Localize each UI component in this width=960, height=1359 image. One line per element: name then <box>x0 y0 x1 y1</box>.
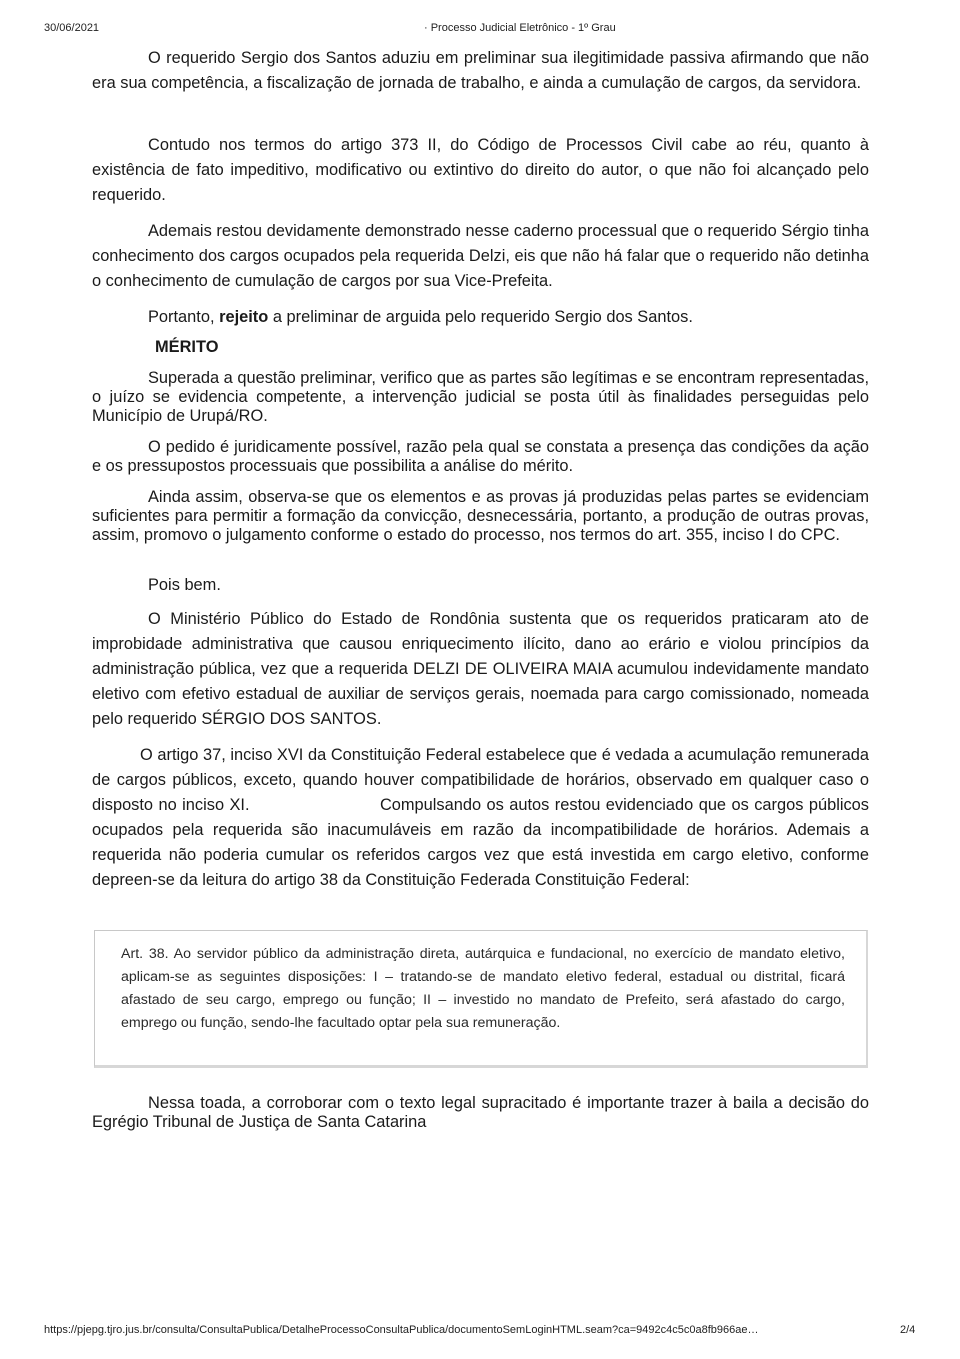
paragraph-onus-prova: Contudo nos termos do artigo 373 II, do Código de Processos Civil cabe ao réu, quanto à existência de fato impeditivo, modificativo ou extintivo do direito do autor, o que não foi alcançado pelo requerido. <box>92 136 869 204</box>
rejeito-bold: rejeito <box>219 308 269 326</box>
document-title: · Processo Judicial Eletrônico - 1º Grau <box>424 22 616 34</box>
paragraph-nessa-toada: Nessa toada, a corroborar com o texto legal supracitado é importante trazer à baila a decisão do Egrégio Tribunal de Justiça de Santa Catarina <box>92 1094 869 1131</box>
paragraph-preliminar: O requerido Sergio dos Santos aduziu em preliminar sua ilegitimidade passiva afirmando que não era sua competência, a fiscalização de jornada de trabalho, e ainda a cumulação de cargos, da servidora. <box>92 49 869 92</box>
paragraph-rejeito: Portanto, rejeito a preliminar de arguida pelo requerido Sergio dos Santos. <box>148 308 693 326</box>
legal-quote-box <box>94 930 868 1068</box>
paragraph-pois-bem: Pois bem. <box>148 576 221 594</box>
section-heading-merito: MÉRITO <box>155 338 219 356</box>
paragraph-pedido-possivel: O pedido é juridicamente possível, razão pela qual se constata a presença das condições da ação e os pressupostos processuais que possibilita a análise do mérito. <box>92 438 869 475</box>
print-footer <box>0 1324 960 1340</box>
page-number: 2/4 <box>900 1324 916 1336</box>
document-url-link[interactable]: https://pjepg.tjro.jus.br/consulta/ConsultaPublica/DetalheProcessoConsultaPublica/documentoSemLoginHTML.seam?ca=9492c4c5c0a8fb966ae… <box>44 1324 759 1336</box>
paragraph-artigo-37: O artigo 37, inciso XVI da Constituição Federal estabelece que é vedada a acumulação remunerada de cargos públicos, exceto, quando houver compatibilidade de horários, observado em qualquer caso o disposto no inciso XI. Compulsando os autos restou evidenciado que os cargos públicos ocupados pela requerida são inacumuláveis em razão da incompatibilidade de horários. Ademais a requerida não poderia cumular os referidos cargos vez que está investida em cargo eletivo, conforme depreen-se da leitura do artigo 38 da Constituição Federada Constituição Federal: <box>92 746 874 889</box>
paragraph-ministerio-publico: O Ministério Público do Estado de Rondônia sustenta que os requeridos praticaram ato de improbidade administrativa que causou enriquecimento ilícito, dano ao erário e violou princípios da administração pública, vez que a requerida DELZI DE OLIVEIRA MAIA acumulou indevidamente mandato eletivo com efetivo estadual de auxiliar de serviços gerais, noemada para cargo comissionado, nomeada pelo requerido SÉRGIO DOS SANTOS. <box>92 610 869 728</box>
legal-quote-text: Art. 38. Ao servidor público da administração direta, autárquica e fundacional, no exercício de mandato eletivo, aplicam-se as seguintes disposições: I – tratando-se de mandato eletivo federal, estadual ou distrital, ficará afastado de seu cargo, emprego ou função; II – investido no mandato de Prefeito, será afastado do cargo, emprego ou função, sendo-lhe facultado optar pela sua remuneração. <box>121 946 845 1031</box>
paragraph-questao-preliminar: Superada a questão preliminar, verifico que as partes são legítimas e se encontram representadas, o juízo se evidencia competente, a intervenção judicial se posta útil às finalidades perseguidas pelo Município de Urupá/RO. <box>92 369 869 425</box>
paragraph-conhecimento: Ademais restou devidamente demonstrado nesse caderno processual que o requerido Sérgio tinha conhecimento dos cargos ocupados pela requerida Delzi, eis que não há falar que o requerido não detinha o conhecimento de cumulação de cargos por sua Vice-Prefeita. <box>92 222 869 290</box>
print-header <box>0 22 960 38</box>
paragraph-provas: Ainda assim, observa-se que os elementos e as provas já produzidas pelas partes se evidenciam suficientes para permitir a formação da convicção, desnecessária, portanto, a produção de outras provas, assim, promovo o julgamento conforme o estado do processo, nos termos do art. 355, inciso I do CPC. <box>92 488 869 544</box>
print-date: 30/06/2021 <box>44 22 100 34</box>
